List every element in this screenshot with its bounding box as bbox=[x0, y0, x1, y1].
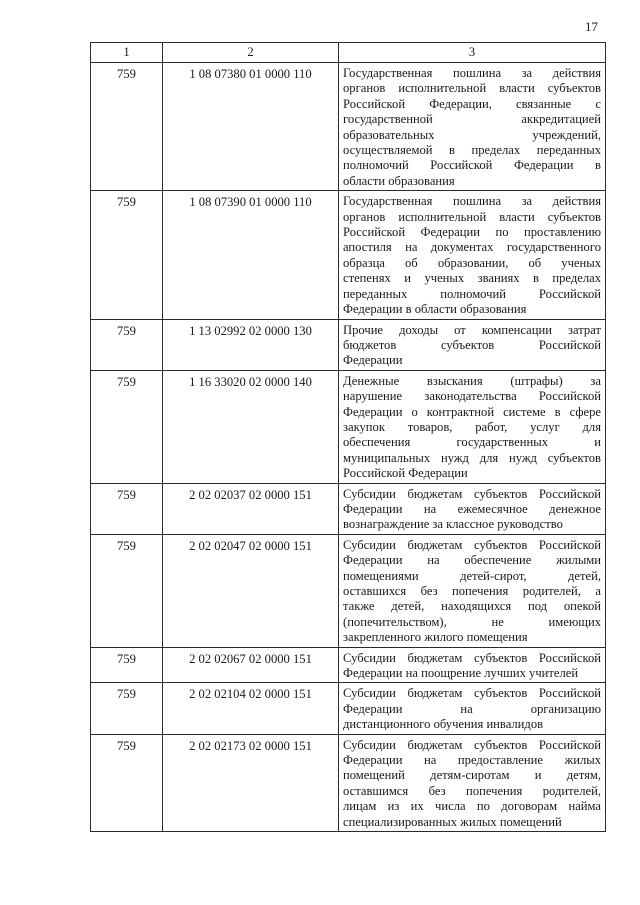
description-line: нарушение законодательства Российской bbox=[343, 389, 601, 404]
header-row bbox=[91, 43, 606, 63]
table-row bbox=[91, 319, 606, 370]
table-row bbox=[91, 683, 606, 734]
description-line: Российской Федерации, связанные с bbox=[343, 96, 601, 111]
description-line: Денежные взыскания (штрафы) за bbox=[343, 373, 601, 388]
budget-classification-code-cell: 2 02 02067 02 0000 151 bbox=[163, 647, 339, 683]
description-line: образца об образовании, об ученых bbox=[343, 255, 601, 270]
revenue-description-cell bbox=[339, 647, 606, 683]
description-line: образовательных учреждений, bbox=[343, 127, 601, 142]
description-line: (попечительством), не имеющих bbox=[343, 614, 601, 629]
description-line: бюджетов субъектов Российской bbox=[343, 337, 601, 352]
description-line: переданных полномочий Российской bbox=[343, 286, 601, 301]
description-line: Государственная пошлина за действия bbox=[343, 194, 601, 209]
description-line: помещениями детей-сирот, детей, bbox=[343, 568, 601, 583]
description-line: Субсидии бюджетам субъектов Российской bbox=[343, 737, 601, 752]
table-row bbox=[91, 63, 606, 191]
description-line: закупок товаров, работ, услуг для bbox=[343, 419, 601, 434]
description-line: муниципальных нужд для нужд субъектов bbox=[343, 450, 601, 465]
description-line: также детей, находящихся под опекой bbox=[343, 599, 601, 614]
description-line: оставшимся без попечения родителей, bbox=[343, 783, 601, 798]
revenue-description-cell bbox=[339, 319, 606, 370]
budget-classification-code-cell: 1 08 07380 01 0000 110 bbox=[163, 63, 339, 191]
budget-classification-code-cell: 1 16 33020 02 0000 140 bbox=[163, 370, 339, 483]
column-header-2: 2 bbox=[163, 43, 339, 63]
table-row bbox=[91, 534, 606, 647]
table-row bbox=[91, 734, 606, 831]
description-line: области образования bbox=[343, 173, 455, 188]
description-line: Федерации на обеспечение жилыми bbox=[343, 553, 601, 568]
description-line: Федерации в области образования bbox=[343, 302, 527, 317]
admin-code-cell: 759 bbox=[91, 63, 163, 191]
admin-code-cell: 759 bbox=[91, 647, 163, 683]
description-line: Федерации на организацию bbox=[343, 701, 601, 716]
admin-code-cell: 759 bbox=[91, 734, 163, 831]
page-number: 17 bbox=[585, 19, 598, 34]
description-line: Федерации на поощрение лучших учителей bbox=[343, 666, 579, 681]
table-row bbox=[91, 483, 606, 534]
description-line: Прочие доходы от компенсации затрат bbox=[343, 322, 601, 337]
revenue-description-cell bbox=[339, 683, 606, 734]
description-line: полномочий Российской Федерации в bbox=[343, 158, 601, 173]
description-line: Государственная пошлина за действия bbox=[343, 66, 601, 80]
admin-code-cell: 759 bbox=[91, 370, 163, 483]
description-line: государственной аккредитацией bbox=[343, 112, 601, 127]
revenue-description-cell bbox=[339, 370, 606, 483]
budget-classification-code-cell: 1 13 02992 02 0000 130 bbox=[163, 319, 339, 370]
description-line: вознаграждение за классное руководство bbox=[343, 517, 563, 532]
admin-code-cell: 759 bbox=[91, 483, 163, 534]
budget-classification-code-cell: 2 02 02047 02 0000 151 bbox=[163, 534, 339, 647]
description-line: степенях и ученых званиях в пределах bbox=[343, 271, 601, 286]
budget-classification-code-cell: 2 02 02037 02 0000 151 bbox=[163, 483, 339, 534]
revenue-description-cell bbox=[339, 534, 606, 647]
description-line: Субсидии бюджетам субъектов Российской bbox=[343, 650, 601, 665]
admin-code-cell: 759 bbox=[91, 534, 163, 647]
description-line: апостиля на документах государственного bbox=[343, 240, 601, 255]
column-header-3: 3 bbox=[339, 43, 606, 63]
description-line: дистанционного обучения инвалидов bbox=[343, 717, 544, 732]
table-body bbox=[91, 63, 606, 832]
revenue-description-cell bbox=[339, 483, 606, 534]
revenue-description-cell bbox=[339, 191, 606, 319]
admin-code-cell: 759 bbox=[91, 319, 163, 370]
description-line: органов исполнительной власти субъектов bbox=[343, 81, 601, 96]
description-line: специализированных жилых помещений bbox=[343, 814, 562, 829]
description-line: Федерации bbox=[343, 353, 403, 368]
column-header-1: 1 bbox=[91, 43, 163, 63]
budget-classification-code-cell: 1 08 07390 01 0000 110 bbox=[163, 191, 339, 319]
description-line: осуществляемой в пределах переданных bbox=[343, 143, 601, 158]
table-row bbox=[91, 647, 606, 683]
description-line: Субсидии бюджетам субъектов Российской bbox=[343, 486, 601, 501]
description-line: Субсидии бюджетам субъектов Российской bbox=[343, 686, 601, 701]
description-line: Федерации о контрактной системе в сфере bbox=[343, 404, 601, 419]
description-line: органов исполнительной власти субъектов bbox=[343, 209, 601, 224]
budget-classification-code-cell: 2 02 02104 02 0000 151 bbox=[163, 683, 339, 734]
description-line: оставшихся без попечения родителей, а bbox=[343, 584, 601, 598]
budget-classification-code-cell: 2 02 02173 02 0000 151 bbox=[163, 734, 339, 831]
table-row bbox=[91, 191, 606, 319]
description-line: закрепленного жилого помещения bbox=[343, 630, 528, 645]
revenue-description-cell bbox=[339, 734, 606, 831]
admin-code-cell: 759 bbox=[91, 191, 163, 319]
description-line: Субсидии бюджетам субъектов Российской bbox=[343, 537, 601, 552]
description-line: помещений детям-сиротам и детям, bbox=[343, 768, 601, 783]
description-line: лицам из их числа по договорам найма bbox=[343, 799, 601, 814]
budget-revenue-table bbox=[90, 42, 606, 832]
revenue-description-cell bbox=[339, 63, 606, 191]
description-line: Федерации на ежемесячное денежное bbox=[343, 501, 601, 516]
table-row bbox=[91, 370, 606, 483]
description-line: Федерации на предоставление жилых bbox=[343, 753, 601, 768]
admin-code-cell: 759 bbox=[91, 683, 163, 734]
description-line: обеспечения государственных и bbox=[343, 435, 601, 450]
description-line: Российской Федерации по проставлению bbox=[343, 225, 601, 240]
description-line: Российской Федерации bbox=[343, 466, 468, 481]
